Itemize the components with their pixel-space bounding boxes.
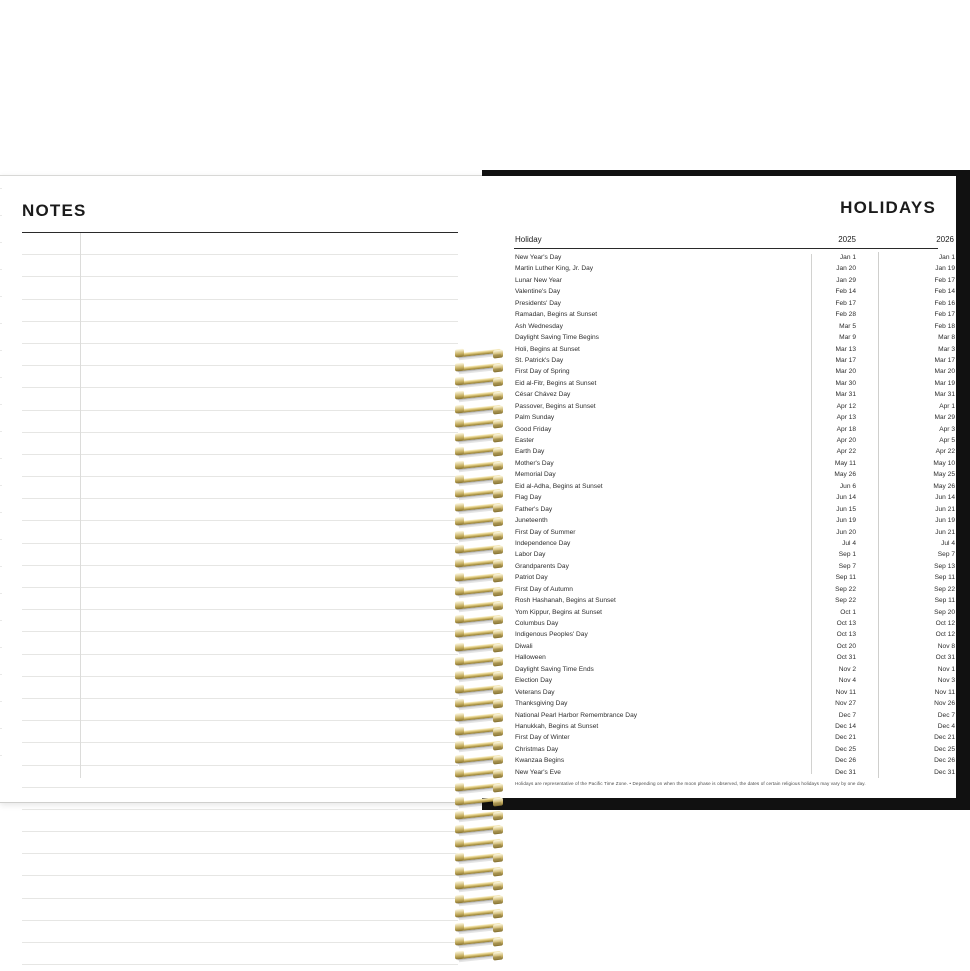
note-line[interactable]: [22, 655, 458, 677]
cell-holiday-name: Kwanzaa Begins: [515, 757, 565, 765]
table-row: [514, 309, 955, 320]
notes-margin-rule: [80, 233, 81, 778]
cell-date-2026: May 10: [933, 459, 955, 467]
cell-holiday-name: Earth Day: [515, 448, 545, 456]
table-row: [514, 424, 955, 435]
cell-date-2026: Mar 29: [934, 414, 955, 422]
cell-holiday-name: Eid al-Adha, Begins at Sunset: [515, 482, 603, 490]
cell-date-2026: Nov 3: [937, 677, 955, 685]
table-row: [514, 664, 955, 675]
table-row: [514, 332, 955, 343]
spiral-coil: [455, 558, 503, 568]
cell-date-2025: Dec 26: [780, 755, 879, 766]
cell-date-2026: May 26: [933, 482, 955, 490]
spiral-coil: [455, 656, 503, 666]
cell-date-2025: Jan 1: [780, 252, 879, 263]
cell-holiday-name: Daylight Saving Time Begins: [515, 334, 599, 342]
spiral-coil: [455, 642, 503, 652]
cell-date-2025: Apr 13: [780, 412, 879, 423]
cell-date-2026: Jun 21: [935, 528, 955, 536]
cell-date-2026: Dec 26: [934, 757, 955, 765]
spiral-coil: [455, 810, 503, 820]
cell-holiday-name: Halloween: [515, 654, 546, 662]
cell-holiday-name: New Year's Eve: [515, 768, 561, 776]
table-row: [514, 675, 955, 686]
note-line[interactable]: [22, 233, 458, 255]
table-row: [514, 321, 955, 332]
cell-date-2026: Sep 20: [934, 608, 955, 616]
table-row: [514, 721, 955, 732]
cell-holiday-name: Valentine's Day: [515, 288, 561, 296]
cell-holiday-name: Grandparents Day: [515, 562, 569, 570]
spiral-coil: [455, 670, 503, 680]
spiral-coil: [455, 418, 503, 428]
note-line[interactable]: [22, 499, 458, 521]
note-line[interactable]: [22, 632, 458, 654]
cell-date-2025: Oct 20: [780, 641, 879, 652]
table-row: [514, 458, 955, 469]
spiral-coil: [455, 586, 503, 596]
cell-date-2026: Apr 22: [935, 448, 955, 456]
note-line[interactable]: [22, 854, 458, 876]
cell-date-2026: Dec 7: [937, 711, 955, 719]
table-row: [514, 378, 955, 389]
cell-holiday-name: Columbus Day: [515, 620, 559, 627]
cell-date-2026: Apr 1: [939, 402, 955, 410]
note-line[interactable]: [22, 566, 458, 588]
cell-date-2025: Sep 1: [780, 549, 879, 560]
cell-date-2025: Feb 17: [780, 298, 879, 309]
cell-date-2025: Mar 30: [780, 378, 879, 389]
cell-holiday-name: Easter: [515, 437, 535, 444]
cell-date-2025: Jan 29: [780, 275, 879, 286]
holiday-rows: [514, 252, 955, 778]
spiral-coil: [455, 348, 503, 358]
spiral-coil: [455, 362, 503, 372]
table-row: [514, 584, 955, 595]
note-line[interactable]: [22, 766, 458, 788]
note-line[interactable]: [22, 943, 458, 965]
planner-spread: [0, 170, 970, 810]
cell-date-2026: Nov 11: [934, 688, 955, 696]
cell-holiday-name: Lunar New Year: [515, 276, 562, 284]
table-row: [514, 629, 955, 640]
cell-date-2026: Jan 1: [938, 254, 955, 261]
cell-date-2025: Jun 6: [780, 481, 879, 492]
cell-date-2025: Jan 20: [780, 263, 879, 274]
note-line[interactable]: [22, 277, 458, 299]
spiral-coil: [455, 936, 503, 946]
cell-holiday-name: First Day of Summer: [515, 528, 576, 536]
cell-date-2025: Nov 4: [780, 675, 879, 686]
holidays-page-cover: [482, 170, 970, 810]
cell-date-2026: Apr 3: [939, 425, 955, 433]
spiral-coil: [455, 698, 503, 708]
column-header-2026: 2026: [936, 235, 954, 244]
cell-holiday-name: Patriot Day: [515, 574, 548, 582]
cell-holiday-name: Diwali: [515, 642, 533, 650]
spiral-coil: [455, 712, 503, 722]
cell-holiday-name: Yom Kippur, Begins at Sunset: [515, 608, 602, 616]
cell-date-2025: Apr 12: [780, 401, 879, 412]
cell-holiday-name: Thanksgiving Day: [515, 700, 568, 708]
spiral-coil: [455, 502, 503, 512]
cell-date-2026: Nov 26: [934, 700, 955, 708]
cell-holiday-name: Passover, Begins at Sunset: [515, 402, 596, 410]
table-header-row: [514, 232, 954, 249]
spiral-coil: [455, 880, 503, 890]
table-row: [514, 515, 955, 526]
cell-date-2026: Jul 4: [941, 539, 955, 547]
cell-holiday-name: Father's Day: [515, 505, 553, 513]
holidays-page-title: HOLIDAYS: [840, 198, 936, 217]
cell-date-2026: Feb 16: [934, 299, 955, 307]
table-row: [514, 618, 955, 629]
spiral-coil: [455, 908, 503, 918]
cell-date-2025: Jun 14: [780, 492, 879, 503]
cell-date-2026: Jun 21: [935, 505, 955, 513]
spiral-coil: [455, 600, 503, 610]
cell-date-2026: Jun 19: [935, 517, 955, 525]
cell-date-2026: Mar 17: [934, 356, 955, 364]
note-line[interactable]: [22, 921, 458, 943]
cell-holiday-name: Juneteenth: [515, 517, 548, 525]
cell-holiday-name: Ash Wednesday: [515, 322, 563, 330]
notes-ruled-area[interactable]: [22, 233, 458, 778]
table-row: [514, 698, 955, 709]
spiral-coil: [455, 838, 503, 848]
cell-holiday-name: Rosh Hashanah, Begins at Sunset: [515, 597, 616, 605]
cell-date-2026: Sep 13: [934, 562, 955, 570]
holidays-footnote: Holidays are representative of the Pacific Time Zone. • Depending on when the moon phase is observed, the dates of certain religious holidays may vary by one day.: [515, 781, 866, 786]
table-row: [514, 286, 955, 297]
notes-page-content: [0, 176, 474, 792]
spiral-coil: [455, 614, 503, 624]
cell-holiday-name: Presidents' Day: [515, 299, 561, 307]
spiral-coil: [455, 866, 503, 876]
table-row: [514, 744, 955, 755]
table-row: [514, 504, 955, 515]
year-column-divider: [811, 254, 812, 774]
cell-date-2025: Nov 2: [780, 664, 879, 675]
column-header-holiday: Holiday: [515, 235, 542, 244]
cell-date-2025: Oct 31: [780, 652, 879, 663]
note-line[interactable]: [22, 544, 458, 566]
cell-date-2026: Apr 5: [939, 437, 955, 444]
spiral-coil: [455, 950, 503, 960]
cell-holiday-name: Labor Day: [515, 551, 546, 559]
cell-date-2025: Jun 19: [780, 515, 879, 526]
cell-date-2025: May 11: [780, 458, 879, 469]
table-row: [514, 607, 955, 618]
cell-date-2026: Jan 19: [935, 265, 955, 273]
cell-holiday-name: Indigenous Peoples' Day: [515, 631, 588, 639]
cell-holiday-name: New Year's Day: [515, 254, 562, 261]
cell-date-2025: Dec 14: [780, 721, 879, 732]
spiral-coil: [455, 754, 503, 764]
table-row: [514, 572, 955, 583]
cell-date-2026: Mar 31: [934, 391, 955, 399]
cell-date-2026: Feb 14: [934, 288, 955, 296]
table-row: [514, 710, 955, 721]
note-line[interactable]: [22, 477, 458, 499]
cell-date-2025: Mar 20: [780, 366, 879, 377]
cell-date-2025: Mar 17: [780, 355, 879, 366]
note-line[interactable]: [22, 677, 458, 699]
cell-date-2026: Dec 25: [934, 745, 955, 753]
spiral-coil: [455, 796, 503, 806]
note-line[interactable]: [22, 699, 458, 721]
notes-page-title: NOTES: [22, 201, 87, 220]
spiral-coil: [455, 572, 503, 582]
cell-holiday-name: First Day of Spring: [515, 368, 570, 376]
spiral-coil: [455, 460, 503, 470]
table-row: [514, 687, 955, 698]
cell-holiday-name: Ramadan, Begins at Sunset: [515, 311, 598, 319]
cell-holiday-name: Flag Day: [515, 494, 542, 502]
holidays-table: [514, 232, 955, 778]
cell-date-2025: Dec 25: [780, 744, 879, 755]
cell-date-2025: Dec 7: [780, 710, 879, 721]
spiral-coil: [455, 446, 503, 456]
cell-date-2026: Oct 12: [935, 631, 955, 639]
spiral-coil: [455, 768, 503, 778]
cell-date-2025: Apr 22: [780, 446, 879, 457]
cell-date-2025: Sep 22: [780, 584, 879, 595]
table-row: [514, 492, 955, 503]
cell-holiday-name: Election Day: [515, 677, 553, 685]
spiral-coil: [455, 894, 503, 904]
spiral-coil: [455, 684, 503, 694]
note-line[interactable]: [22, 721, 458, 743]
cell-date-2026: Oct 12: [935, 620, 955, 627]
cell-date-2025: Oct 13: [780, 618, 879, 629]
cell-holiday-name: First Day of Winter: [515, 734, 570, 742]
cell-date-2025: Feb 28: [780, 309, 879, 320]
table-row: [514, 767, 955, 778]
cell-date-2026: Nov 1: [937, 665, 955, 673]
cell-date-2026: Sep 11: [934, 597, 955, 605]
spiral-coil: [455, 432, 503, 442]
cell-date-2025: May 26: [780, 469, 879, 480]
note-line[interactable]: [22, 344, 458, 366]
spiral-coil: [455, 628, 503, 638]
spiral-coil: [455, 922, 503, 932]
table-row: [514, 446, 955, 457]
cell-date-2025: Feb 14: [780, 286, 879, 297]
cell-date-2025: Sep 7: [780, 561, 879, 572]
note-line[interactable]: [22, 743, 458, 765]
note-line[interactable]: [22, 433, 458, 455]
spiral-coil: [455, 852, 503, 862]
notes-page: [0, 175, 483, 803]
column-header-2025: 2025: [838, 235, 856, 244]
cell-date-2026: Dec 31: [934, 768, 955, 776]
note-line[interactable]: [22, 366, 458, 388]
note-line[interactable]: [22, 388, 458, 410]
cell-date-2025: Oct 13: [780, 629, 879, 640]
cell-date-2026: Sep 7: [937, 551, 955, 559]
cell-date-2026: Oct 31: [935, 654, 955, 662]
note-line[interactable]: [22, 899, 458, 921]
spiral-coil: [455, 740, 503, 750]
cell-date-2026: Feb 17: [934, 276, 955, 284]
cell-date-2025: Jul 4: [780, 538, 879, 549]
note-line[interactable]: [22, 255, 458, 277]
note-line[interactable]: [22, 322, 458, 344]
spiral-coil: [455, 390, 503, 400]
spiral-coil: [455, 782, 503, 792]
table-row: [514, 527, 955, 538]
spiral-coil: [455, 824, 503, 834]
table-row: [514, 549, 955, 560]
cell-holiday-name: St. Patrick's Day: [515, 356, 564, 364]
table-row: [514, 366, 955, 377]
cell-holiday-name: Holi, Begins at Sunset: [515, 345, 580, 353]
cell-date-2026: Sep 22: [934, 585, 955, 593]
table-row: [514, 401, 955, 412]
spiral-coil: [455, 474, 503, 484]
table-row: [514, 538, 955, 549]
table-row: [514, 435, 955, 446]
table-row: [514, 344, 955, 355]
cell-date-2026: Dec 4: [937, 722, 955, 730]
note-line[interactable]: [22, 300, 458, 322]
note-line[interactable]: [22, 588, 458, 610]
cell-date-2026: Mar 19: [934, 379, 955, 387]
cell-holiday-name: National Pearl Harbor Remembrance Day: [515, 711, 638, 719]
cell-date-2025: Nov 27: [780, 698, 879, 709]
cell-date-2026: Dec 21: [934, 734, 955, 742]
table-row: [514, 275, 955, 286]
cell-date-2025: Oct 1: [780, 607, 879, 618]
cell-date-2025: Dec 31: [780, 767, 879, 778]
cell-holiday-name: Eid al-Fitr, Begins at Sunset: [515, 379, 597, 387]
cell-holiday-name: Mother's Day: [515, 459, 554, 467]
spiral-coil: [455, 516, 503, 526]
cell-holiday-name: Veterans Day: [515, 688, 555, 696]
cell-date-2026: Feb 18: [934, 322, 955, 330]
cell-date-2026: Jun 14: [935, 494, 955, 502]
cell-date-2025: Nov 11: [780, 687, 879, 698]
cell-holiday-name: César Chávez Day: [515, 391, 571, 399]
cell-date-2026: Mar 3: [938, 345, 955, 353]
cell-holiday-name: Martin Luther King, Jr. Day: [515, 265, 594, 273]
cell-holiday-name: First Day of Autumn: [515, 585, 573, 593]
cell-holiday-name: Independence Day: [515, 539, 571, 547]
cell-date-2026: Nov 8: [937, 642, 955, 650]
note-line[interactable]: [22, 810, 458, 832]
cell-holiday-name: Hanukkah, Begins at Sunset: [515, 722, 599, 730]
note-line[interactable]: [22, 521, 458, 543]
cell-holiday-name: Christmas Day: [515, 745, 559, 753]
table-row: [514, 263, 955, 274]
table-row: [514, 252, 955, 263]
note-line[interactable]: [22, 411, 458, 433]
cell-date-2026: Mar 20: [934, 368, 955, 376]
cell-date-2026: Feb 17: [934, 311, 955, 319]
note-line[interactable]: [22, 610, 458, 632]
spiral-coil: [455, 726, 503, 736]
cell-date-2025: Mar 13: [780, 344, 879, 355]
cell-date-2025: Dec 21: [780, 732, 879, 743]
table-row: [514, 469, 955, 480]
table-row: [514, 355, 955, 366]
note-line[interactable]: [22, 876, 458, 898]
note-line[interactable]: [22, 455, 458, 477]
spiral-coil: [455, 404, 503, 414]
table-row: [514, 755, 955, 766]
spiral-binding: [455, 348, 513, 968]
table-row: [514, 641, 955, 652]
spiral-coil: [455, 530, 503, 540]
table-row: [514, 595, 955, 606]
cell-date-2025: Sep 22: [780, 595, 879, 606]
cell-holiday-name: Good Friday: [515, 425, 552, 433]
table-row: [514, 481, 955, 492]
table-row: [514, 389, 955, 400]
cell-date-2025: Mar 31: [780, 389, 879, 400]
spiral-coil: [455, 544, 503, 554]
cell-date-2025: Sep 11: [780, 572, 879, 583]
cell-date-2025: Jun 15: [780, 504, 879, 515]
cell-date-2025: Jun 20: [780, 527, 879, 538]
table-row: [514, 561, 955, 572]
cell-holiday-name: Daylight Saving Time Ends: [515, 665, 594, 673]
cell-date-2026: Sep 11: [934, 574, 955, 582]
note-line[interactable]: [22, 788, 458, 810]
table-row: [514, 412, 955, 423]
note-line[interactable]: [22, 832, 458, 854]
table-row: [514, 652, 955, 663]
cell-date-2025: Mar 5: [780, 321, 879, 332]
spiral-coil: [455, 376, 503, 386]
table-row: [514, 732, 955, 743]
table-row: [514, 298, 955, 309]
cell-date-2026: Mar 8: [938, 334, 955, 342]
cell-date-2025: Mar 9: [780, 332, 879, 343]
cell-holiday-name: Memorial Day: [515, 471, 556, 479]
cell-date-2026: May 25: [933, 471, 955, 479]
spiral-coil: [455, 488, 503, 498]
cell-date-2025: Apr 20: [780, 435, 879, 446]
cell-holiday-name: Palm Sunday: [515, 414, 555, 422]
cell-date-2025: Apr 18: [780, 424, 879, 435]
holidays-page: [482, 176, 956, 798]
